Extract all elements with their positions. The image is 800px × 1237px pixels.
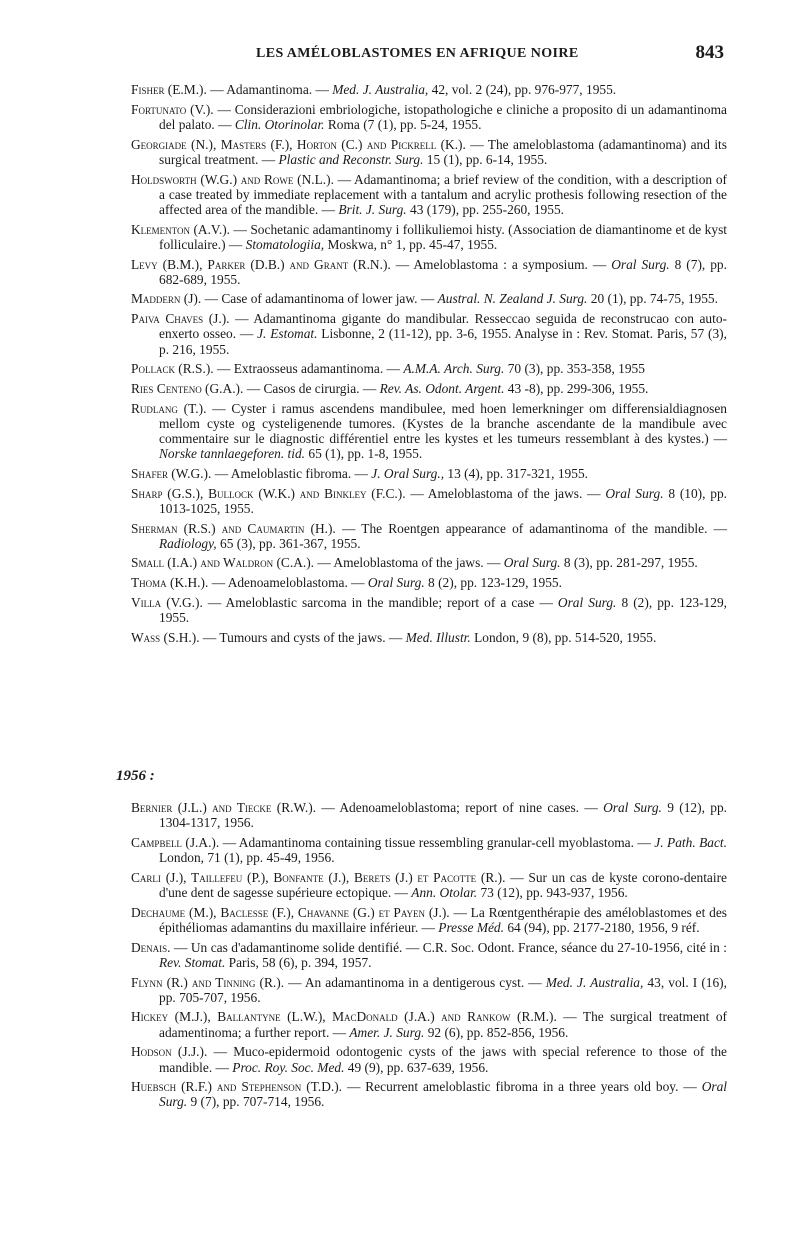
reference-authors: Villa (V.G.). bbox=[131, 594, 203, 610]
reference-journal: Ann. Otolar. bbox=[411, 885, 478, 901]
reference-title: — Muco-epidermoid odontogenic cysts of the jaws with special reference to those of the mandible. — bbox=[159, 1044, 728, 1075]
reference-journal: Rev. As. Odont. Argent. bbox=[379, 380, 505, 396]
reference-journal: Norske tannlaegeforen. tid. bbox=[159, 446, 306, 462]
reference-authors: Huebsch (R.F.) and Stephenson (T.D.). bbox=[131, 1079, 343, 1095]
reference-title: — Adamantinoma; a brief review of the condition, with a description of a case treated by immediate replacement with a tantalum and acrylic prothesis following resection of the affected area of the mandible. — bbox=[159, 171, 727, 217]
reference-details: Roma (7 (1), pp. 5-24, 1955. bbox=[324, 116, 482, 132]
reference-entry bbox=[131, 800, 727, 830]
reference-authors: Fortunato (V.). bbox=[131, 101, 214, 117]
reference-details: 92 (6), pp. 852-856, 1956. bbox=[424, 1024, 569, 1040]
reference-title: — Ameloblastoma of the jaws. — bbox=[314, 555, 504, 571]
reference-details: 9 (7), pp. 707-714, 1956. bbox=[187, 1094, 325, 1110]
reference-entry bbox=[131, 172, 727, 218]
reference-title: — Un cas d'adamantinome solide dentifié. — C.R. Soc. Odont. France, séance du 27-10-1956, cité in : bbox=[170, 939, 727, 955]
reference-journal: Oral Surg. bbox=[611, 256, 670, 272]
reference-journal: Oral Surg. bbox=[605, 485, 664, 501]
reference-title: — The ameloblastoma (adamantinoma) and its surgical treatment. — bbox=[159, 136, 727, 167]
page-number: 843 bbox=[695, 42, 724, 63]
reference-authors: Pollack (R.S.). bbox=[131, 361, 214, 377]
reference-journal: Rev. Stomat. bbox=[159, 954, 226, 970]
reference-entry bbox=[131, 257, 727, 287]
reference-journal: Plastic and Reconstr. Surg. bbox=[278, 151, 424, 167]
reference-entry bbox=[131, 291, 727, 306]
reference-journal: Clin. Otorinolar. bbox=[234, 116, 325, 132]
reference-title: — An adamantinoma in a dentigerous cyst. — bbox=[284, 974, 546, 990]
reference-journal: Oral Surg. bbox=[557, 594, 617, 610]
reference-authors: Carli (J.), Taillefeu (P.), Bonfante (J.), Berets (J.) et Pacotte (R.). bbox=[131, 869, 506, 885]
reference-entry bbox=[131, 1044, 727, 1074]
reference-entry bbox=[131, 1079, 727, 1109]
reference-details: Moskwa, n° 1, pp. 45-47, 1955. bbox=[324, 236, 498, 252]
reference-journal: Radiology, bbox=[159, 535, 217, 551]
reference-details: 8 (2), pp. 123-129, 1955. bbox=[424, 575, 562, 591]
reference-authors: Campbell (J.A.). bbox=[131, 834, 220, 850]
page-header bbox=[0, 42, 800, 68]
reference-title: — The Roentgen appearance of adamantinoma of the mandible. — bbox=[335, 520, 727, 536]
reference-authors: Rudlang (T.). bbox=[131, 400, 207, 416]
reference-title: — Recurrent ameloblastic fibroma in a three years old boy. — bbox=[342, 1079, 702, 1095]
reference-entry bbox=[131, 521, 727, 551]
reference-journal: Amer. J. Surg. bbox=[349, 1024, 425, 1040]
reference-details: 8 (2), pp. 123-129, 1955. bbox=[159, 594, 727, 626]
reference-journal: J. Estomat. bbox=[257, 326, 318, 342]
year-heading: 1956 : bbox=[116, 768, 155, 784]
reference-title: — Sur un cas de kyste corono-dentaire d'une dent de sagesse supérieure ectopique. — bbox=[159, 869, 727, 901]
reference-details: London, 71 (1), pp. 45-49, 1956. bbox=[159, 850, 335, 866]
reference-details: 65 (3), pp. 361-367, 1955. bbox=[216, 535, 361, 551]
reference-title: — La Rœntgenthérapie des améloblastomes et des épithéliomas adamantins du maxillaire inférieur. — bbox=[159, 904, 728, 935]
reference-authors: Levy (B.M.), Parker (D.B.) and Grant (R.N.). bbox=[131, 256, 391, 272]
reference-authors: Bernier (J.L.) and Tiecke (R.W.). bbox=[131, 800, 317, 815]
reference-entry bbox=[131, 870, 727, 900]
reference-entry bbox=[131, 835, 727, 865]
reference-journal: Med. J. Australia, bbox=[332, 82, 429, 97]
reference-authors: Flynn (R.) and Tinning (R.). bbox=[131, 974, 285, 990]
reference-title: — Adamantinoma. — bbox=[206, 82, 333, 97]
reference-authors: Hickey (M.J.), Ballantyne (L.W.), MacDonald (J.A.) and Rankow (R.M.). bbox=[131, 1009, 557, 1025]
reference-details: 8 (7), pp. 682-689, 1955. bbox=[159, 256, 727, 287]
reference-details: 8 (10), pp. 1013-1025, 1955. bbox=[159, 485, 727, 516]
reference-journal: Oral Surg. bbox=[503, 555, 561, 571]
reference-title: — Cyster i ramus ascendens mandibulee, med hoen lemerkninger om differensialdiagnosen mellom cyste og cysteligenende tumores. (Kystes de la branche ascendante de la mandibule avec commentaire sur le diagnostic différentiel entre les kystes et les tumeurs ressemblant à des kystes.) — bbox=[159, 400, 728, 447]
reference-entry bbox=[131, 137, 727, 167]
reference-title: — Ameloblastic fibroma. — bbox=[211, 465, 372, 481]
reference-entry bbox=[131, 630, 727, 645]
reference-journal: Presse Méd. bbox=[438, 919, 504, 935]
reference-authors: Denais. bbox=[131, 939, 171, 955]
reference-details: 65 (1), pp. 1-8, 1955. bbox=[305, 446, 423, 462]
reference-journal: Austral. N. Zealand J. Surg. bbox=[437, 291, 588, 307]
reference-title: — The surgical treatment of adamentinoma; a further report. — bbox=[159, 1009, 727, 1040]
reference-title: — Casos de cirurgia. — bbox=[243, 380, 380, 396]
reference-title: — Case of adamantinoma of lower jaw. — bbox=[201, 291, 438, 307]
reference-entry bbox=[131, 466, 727, 481]
reference-authors: Georgiade (N.), Masters (F.), Horton (C.) and Pickrell (K.). bbox=[131, 136, 466, 152]
running-title: LES AMÉLOBLASTOMES EN AFRIQUE NOIRE bbox=[256, 46, 579, 61]
reference-journal: A.M.A. Arch. Surg. bbox=[403, 361, 505, 377]
reference-entry bbox=[131, 82, 727, 97]
reference-details: 43 -8), pp. 299-306, 1955. bbox=[504, 380, 649, 396]
reference-entry bbox=[131, 595, 727, 625]
reference-journal: Brit. J. Surg. bbox=[338, 201, 407, 217]
reference-details: 8 (3), pp. 281-297, 1955. bbox=[560, 555, 698, 571]
reference-journal: Oral Surg. bbox=[603, 800, 662, 815]
reference-details: 42, vol. 2 (24), pp. 976-977, 1955. bbox=[428, 82, 617, 97]
reference-details: 43, vol. I (16), pp. 705-707, 1956. bbox=[159, 974, 727, 1005]
reference-authors: Paiva Chaves (J.). bbox=[131, 311, 230, 327]
reference-details: 49 (9), pp. 637-639, 1956. bbox=[344, 1059, 489, 1075]
reference-title: — Considerazioni embriologiche, istopathologiche e cliniche a proposito di un adamantinoma del palato. — bbox=[159, 101, 727, 132]
reference-entry bbox=[131, 555, 727, 570]
reference-entry bbox=[131, 361, 727, 376]
reference-details: 9 (12), pp. 1304-1317, 1956. bbox=[159, 800, 728, 831]
reference-title: — Adenoameloblastoma; report of nine cases. — bbox=[316, 800, 604, 815]
reference-authors: Wass (S.H.). bbox=[131, 629, 200, 645]
reference-details: Lisbonne, 2 (11-12), pp. 3-6, 1955. Analyse in : Rev. Stomat. Paris, 57 (3), p. 216, 1955. bbox=[159, 326, 727, 357]
reference-entry bbox=[131, 381, 727, 396]
reference-details: Paris, 58 (6), p. 394, 1957. bbox=[225, 954, 372, 970]
reference-entry bbox=[131, 905, 727, 935]
reference-title: — Sochetanic adamantinomy i follikuliemoi histy. (Association de diamantinome et de kyst folliculaire.) — bbox=[159, 221, 728, 252]
reference-entry bbox=[131, 486, 727, 516]
reference-journal: Stomatologiia, bbox=[245, 236, 325, 252]
reference-details: London, 9 (8), pp. 514-520, 1955. bbox=[470, 629, 657, 645]
reference-journal: Oral Surg. bbox=[367, 575, 425, 591]
reference-authors: Klementon (A.V.). bbox=[131, 221, 231, 237]
reference-journal: Med. Illustr. bbox=[405, 629, 471, 645]
reference-title: — Ameloblastoma : a symposium. — bbox=[390, 256, 612, 272]
reference-entry bbox=[131, 102, 727, 132]
reference-entry bbox=[131, 311, 727, 357]
reference-title: — Ameloblastoma of the jaws. — bbox=[405, 485, 606, 501]
reference-entry bbox=[131, 575, 727, 590]
reference-authors: Shafer (W.G.). bbox=[131, 465, 212, 481]
reference-journal: Oral Surg. bbox=[159, 1079, 727, 1110]
reference-journal: J. Oral Surg., bbox=[371, 465, 445, 481]
reference-authors: Holdsworth (W.G.) and Rowe (N.L.). bbox=[131, 171, 334, 187]
reference-entry bbox=[131, 975, 727, 1005]
reference-details: 70 (3), pp. 353-358, 1955 bbox=[504, 361, 645, 377]
reference-title: — Extraosseus adamantinoma. — bbox=[213, 361, 404, 377]
reference-journal: Med. J. Australia, bbox=[545, 974, 644, 990]
reference-details: 73 (12), pp. 943-937, 1956. bbox=[477, 885, 628, 901]
reference-authors: Dechaume (M.), Baclesse (F.), Chavanne (G.) et Payen (J.). bbox=[131, 904, 450, 920]
reference-details: 20 (1), pp. 74-75, 1955. bbox=[587, 291, 718, 307]
reference-authors: Fisher (E.M.). bbox=[131, 82, 207, 97]
reference-authors: Hodson (J.J.). bbox=[131, 1044, 208, 1060]
reference-details: 43 (179), pp. 255-260, 1955. bbox=[406, 201, 564, 217]
reference-authors: Sherman (R.S.) and Caumartin (H.). bbox=[131, 520, 336, 536]
reference-list-1956 bbox=[131, 800, 727, 1114]
reference-title: — Adamantinoma containing tissue ressembling granular-cell myoblastoma. — bbox=[219, 834, 655, 850]
reference-title: — Ameloblastic sarcoma in the mandible; report of a case — bbox=[202, 594, 558, 610]
reference-title: — Tumours and cysts of the jaws. — bbox=[199, 629, 406, 645]
reference-authors: Thoma (K.H.). bbox=[131, 575, 209, 591]
reference-title: — Adenoameloblastoma. — bbox=[208, 575, 368, 591]
reference-authors: Sharp (G.S.), Bullock (W.K.) and Binkley (F.C.). bbox=[131, 485, 406, 501]
reference-details: 64 (94), pp. 2177-2180, 1956, 9 réf. bbox=[503, 919, 700, 935]
reference-entry bbox=[131, 1009, 727, 1039]
reference-details: 13 (4), pp. 317-321, 1955. bbox=[444, 465, 588, 481]
reference-title: — Adamantinoma gigante do mandibular. Resseccao seguida de reconstrucao con auto-enxerto osseo. — bbox=[159, 311, 727, 342]
reference-authors: Small (I.A.) and Waldron (C.A.). bbox=[131, 555, 315, 571]
reference-list-1955 bbox=[131, 82, 727, 650]
reference-entry bbox=[131, 940, 727, 970]
reference-entry bbox=[131, 401, 727, 462]
reference-entry bbox=[131, 222, 727, 252]
reference-journal: J. Path. Bact. bbox=[654, 834, 728, 850]
reference-authors: Ries Centeno (G.A.). bbox=[131, 380, 244, 396]
reference-journal: Proc. Roy. Soc. Med. bbox=[232, 1059, 345, 1075]
reference-authors: Maddern (J). bbox=[131, 291, 202, 307]
reference-details: 15 (1), pp. 6-14, 1955. bbox=[423, 151, 548, 167]
